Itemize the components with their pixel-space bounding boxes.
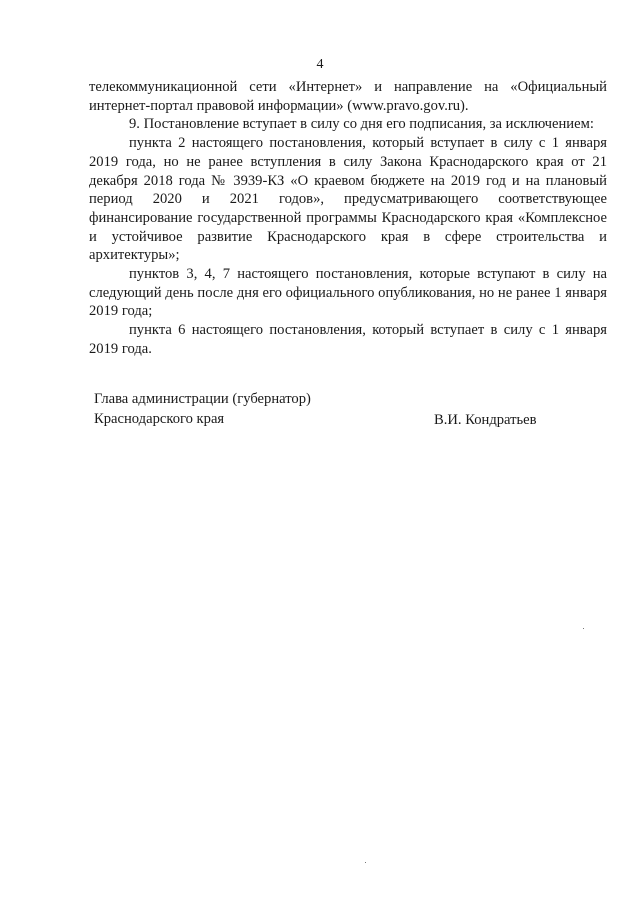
paragraph-exception-points-3-4-7: пунктов 3, 4, 7 настоящего постановления, которые вступают в силу на следующий день после дня его официального опубликования, но не ранее 1 января 2019 года;	[89, 266, 607, 320]
signatory-title-line-1: Глава администрации (губернатор)	[94, 391, 311, 407]
document-body	[89, 78, 607, 359]
signatory-name: В.И. Кондратьев	[434, 412, 537, 428]
paragraph-item-9: 9. Постановление вступает в силу со дня его подписания, за исключением:	[129, 116, 594, 133]
scan-speck	[365, 862, 366, 863]
page-number: 4	[316, 57, 324, 72]
signature-block	[94, 389, 554, 429]
paragraph-exception-point-6: пункта 6 настоящего постановления, который вступает в силу с 1 января 2019 года.	[89, 322, 607, 357]
signatory-title-line-2: Краснодарского края	[94, 411, 225, 427]
scan-speck	[583, 628, 584, 629]
paragraph-exception-point-2: пункта 2 настоящего постановления, который вступает в силу с 1 января 2019 года, но не ранее вступления в силу Закона Краснодарского края от 21 декабря 2018 года № 3939-КЗ «О краевом бюджете на 2019 год и на плановый период 2020 и 2021 годов», предусматривающего соответствующее финансирование государственной программы Краснодарского края «Комплексное и устойчивое развитие Краснодарского края в сфере строительства и архитектуры»;	[89, 135, 607, 264]
paragraph-continuation: телекоммуникационной сети «Интернет» и направление на «Официальный интернет-портал правовой информации» (www.pravo.gov.ru).	[89, 79, 607, 114]
